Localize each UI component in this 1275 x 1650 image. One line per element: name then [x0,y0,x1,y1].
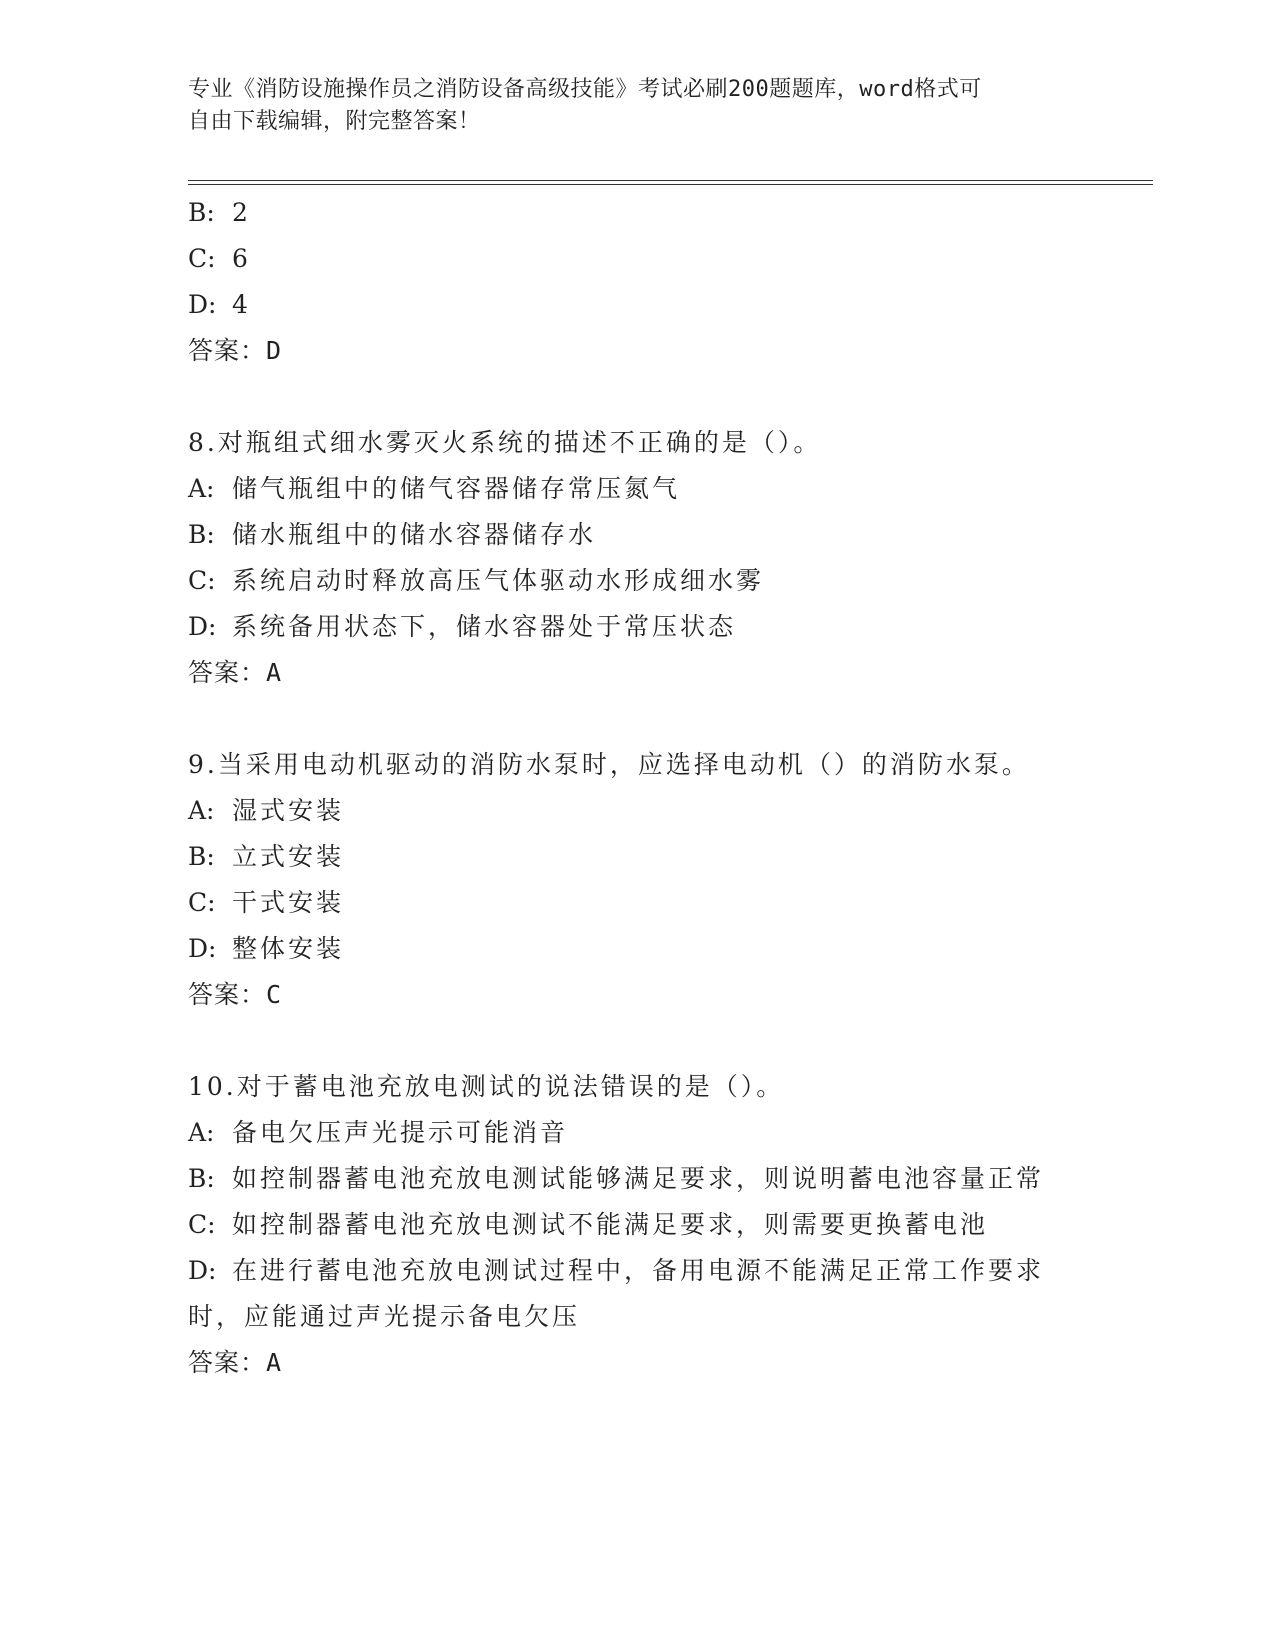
answer-value: A [266,658,283,687]
option-b [188,190,1088,236]
answer-line [188,650,1088,696]
option-d [188,282,1088,328]
answer-line [188,1340,1088,1386]
option-text: 系统备用状态下，储水容器处于常压状态 [232,612,737,641]
option-label: D: [188,1256,217,1285]
option-b [188,512,1088,558]
option-d [188,1248,1088,1294]
option-label: D: [188,934,217,963]
option-text: 在进行蓄电池充放电测试过程中，备用电源不能满足正常工作要求 [232,1256,1045,1285]
option-c [188,236,1088,282]
option-text: 系统启动时释放高压气体驱动水形成细水雾 [232,566,765,595]
question-list [188,190,1088,1386]
header-title-line2: 自由下载编辑，附完整答案！ [188,109,481,134]
question-stem: 9.当采用电动机驱动的消防水泵时，应选择电动机（）的消防水泵。 [188,750,1030,779]
option-label: C: [188,244,216,273]
option-text: 备电欠压声光提示可能消音 [232,1118,569,1147]
answer-label: 答案： [188,658,267,687]
option-label: D: [188,612,217,641]
option-text: 干式安装 [232,888,345,917]
option-a [188,1110,1088,1156]
question-stem: 8.对瓶组式细水雾灭火系统的描述不正确的是（）。 [188,428,822,457]
option-d [188,926,1088,972]
option-text: 如控制器蓄电池充放电测试能够满足要求，则说明蓄电池容量正常 [232,1164,1045,1193]
option-d [188,604,1088,650]
option-d-continuation: 时，应能通过声光提示备电欠压 [188,1302,581,1331]
option-label: C: [188,888,216,917]
option-label: C: [188,566,216,595]
answer-label: 答案： [188,980,267,1009]
option-text: 4 [232,290,251,319]
option-label: D: [188,290,217,319]
question-block-8 [188,420,1088,696]
option-text: 2 [232,198,251,227]
option-text: 如控制器蓄电池充放电测试不能满足要求，则需要更换蓄电池 [232,1210,989,1239]
page-header [188,74,1068,138]
header-title-line1: 专业《消防设施操作员之消防设备高级技能》考试必刷200题题库，word格式可 [188,77,982,102]
question-block-carryover [188,190,1088,374]
option-c [188,1202,1088,1248]
option-label: C: [188,1210,216,1239]
option-b [188,834,1088,880]
option-a [188,466,1088,512]
answer-value: C [266,980,283,1009]
option-text: 储气瓶组中的储气容器储存常压氮气 [232,474,681,503]
option-text: 6 [232,244,251,273]
option-label: B: [188,198,215,227]
option-c [188,558,1088,604]
answer-value: D [266,336,283,365]
option-b [188,1156,1088,1202]
answer-value: A [266,1348,283,1377]
option-label: A: [188,1118,215,1147]
question-block-9 [188,742,1088,1018]
option-text: 立式安装 [232,842,345,871]
option-text: 储水瓶组中的储水容器储存水 [232,520,597,549]
header-divider-top [188,180,1153,181]
answer-label: 答案： [188,1348,267,1377]
question-stem: 10.对于蓄电池充放电测试的说法错误的是（）。 [188,1072,785,1101]
option-label: B: [188,1164,215,1193]
option-c [188,880,1088,926]
option-label: B: [188,520,215,549]
option-label: B: [188,842,215,871]
answer-label: 答案： [188,336,267,365]
answer-line [188,972,1088,1018]
option-label: A: [188,796,215,825]
header-divider-bottom [188,184,1153,185]
answer-line [188,328,1088,374]
option-text: 湿式安装 [232,796,345,825]
question-block-10 [188,1064,1088,1386]
option-label: A: [188,474,215,503]
option-text: 整体安装 [232,934,345,963]
option-a [188,788,1088,834]
